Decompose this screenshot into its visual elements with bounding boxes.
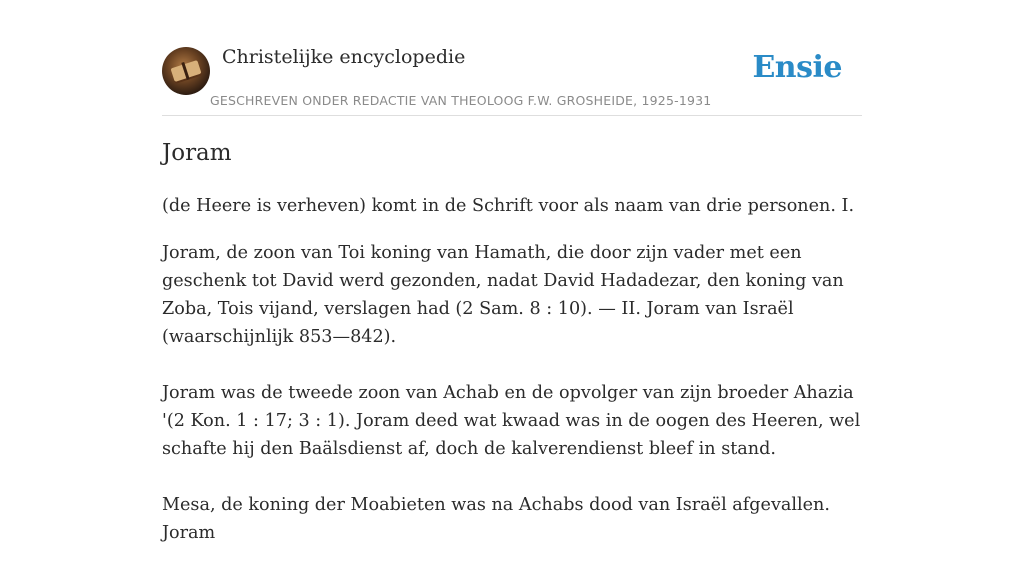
site-logo-icon[interactable] [162, 47, 210, 95]
article-paragraph: Joram was de tweede zoon van Achab en de opvolger van zijn broeder Ahazia '(2 Kon. 1 : 17; 3 : 1). Joram deed wat kwaad was in de oogen des Heeren, wel schafte hij den Baälsdienst af, doch de kalverendienst bleef in stand. [162, 383, 861, 459]
page [162, 0, 862, 543]
site-title[interactable]: Christelijke encyclopedie [222, 46, 466, 68]
article-paragraph: (de Heere is verheven) komt in de Schrift voor als naam van drie personen. I. [162, 196, 855, 216]
brand-logo[interactable]: Ensie [752, 50, 842, 85]
article-paragraph: Joram, de zoon van Toi koning van Hamath, die door zijn vader met een geschenk tot David werd gezonden, nadat David Hadadezar, den koning van Zoba, Tois vijand, verslagen had (2 Sam. 8 : 10). — II. Joram van Israël (waarschijnlijk 853—842). [162, 243, 844, 347]
article-body [162, 192, 862, 566]
article-title: Joram [162, 140, 232, 166]
site-header [162, 0, 862, 116]
site-subtitle: GESCHREVEN ONDER REDACTIE VAN THEOLOOG F.W. GROSHEIDE, 1925-1931 [210, 93, 712, 108]
article-paragraph: Mesa, de koning der Moabieten was na Achabs dood van Israël afgevallen. Joram [162, 495, 830, 543]
